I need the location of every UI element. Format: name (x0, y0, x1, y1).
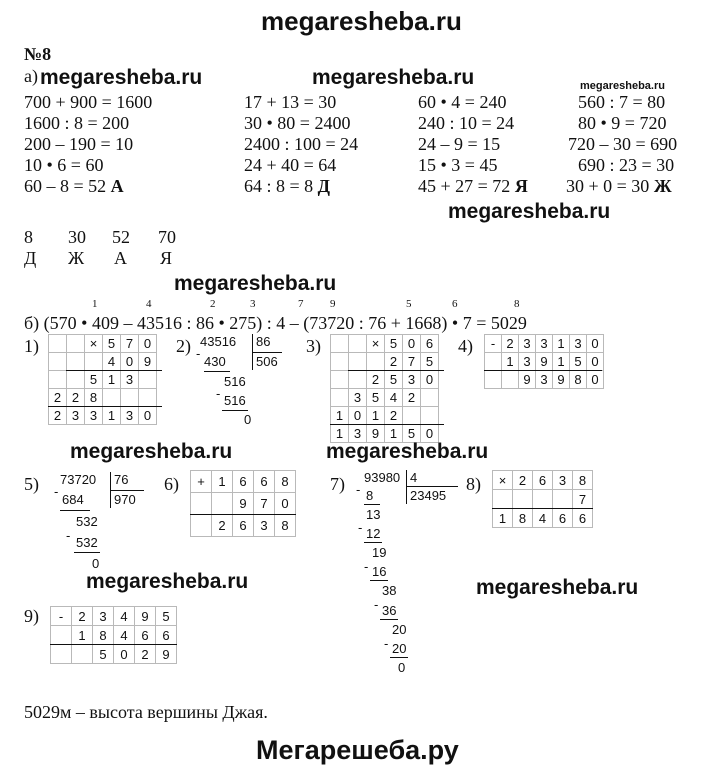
grid-cell (553, 490, 573, 509)
grid-cell: 8 (513, 509, 533, 528)
minus-sign: - (196, 346, 201, 361)
grid-cell: 3 (536, 371, 553, 389)
watermark: megaresheba.ru (70, 440, 233, 463)
grid-cell: 0 (139, 335, 157, 353)
grid-cell (485, 353, 502, 371)
equation-column-2: 17 + 13 = 30 30 • 80 = 2400 2400 : 100 = 24 24 + 40 = 64 64 : 8 = 8 Д (244, 92, 359, 196)
grid-cell (212, 493, 233, 515)
grid-cell (85, 353, 103, 371)
grid-cell: 8 (573, 471, 593, 490)
grid-cell: 6 (254, 471, 275, 493)
watermark: megaresheba.ru (448, 200, 611, 223)
division-line: 0 (92, 556, 100, 571)
grid-cell: 4 (114, 626, 135, 645)
grid-cell: 0 (275, 493, 296, 515)
underline (364, 542, 382, 543)
step-label: 8) (466, 474, 481, 494)
grid-cell (49, 335, 67, 353)
grid-cell (67, 371, 85, 389)
grid-cell: 8 (85, 389, 103, 407)
order-mark: 6 (452, 298, 458, 310)
grid-cell: 1 (502, 353, 519, 371)
grid-cell: 3 (121, 407, 139, 425)
step-label: 3) (306, 336, 321, 356)
grid-cell (331, 371, 349, 389)
grid-cell: 9 (135, 607, 156, 626)
grid-cell (49, 353, 67, 371)
grid-cell: 0 (421, 425, 439, 443)
grid-cell: 2 (72, 607, 93, 626)
key-number: 52 (112, 227, 130, 247)
grid-cell: 4 (533, 509, 553, 528)
grid-cell: 2 (67, 389, 85, 407)
grid-cell: 3 (349, 389, 367, 407)
grid-cell (331, 389, 349, 407)
grid-cell: - (51, 607, 72, 626)
equation-column-3: 60 • 4 = 240 240 : 10 = 24 24 – 9 = 15 15 • 3 = 45 45 + 27 = 72 Я (418, 92, 528, 196)
grid-cell: 2 (49, 407, 67, 425)
grid-cell: 5 (85, 371, 103, 389)
grid-cell: 1 (103, 371, 121, 389)
step-4-subtraction-grid (484, 334, 604, 389)
division-bar (252, 352, 282, 353)
conclusion: 5029м – высота вершины Джая. (24, 702, 268, 722)
grid-cell: 2 (403, 389, 421, 407)
minus-sign: - (358, 520, 363, 535)
step-9-subtraction-grid (50, 606, 177, 664)
grid-cell: 6 (553, 509, 573, 528)
grid-cell: 1 (553, 353, 570, 371)
grid-cell: 1 (212, 471, 233, 493)
grid-cell: 1 (331, 425, 349, 443)
underline (74, 552, 100, 553)
grid-cell: 0 (587, 353, 604, 371)
order-mark: 5 (406, 298, 412, 310)
division-line: 36 (382, 603, 397, 618)
grid-cell: 0 (587, 335, 604, 353)
part-a-label: а) (24, 66, 38, 86)
grid-cell (533, 490, 553, 509)
order-mark: 3 (250, 298, 256, 310)
grid-cell: 8 (275, 515, 296, 537)
grid-cell: 0 (421, 371, 439, 389)
grid-cell: 3 (67, 407, 85, 425)
minus-sign: - (374, 597, 379, 612)
grid-cell: 1 (493, 509, 513, 528)
key-number: 70 (158, 227, 176, 247)
grid-cell (191, 515, 212, 537)
letter-zh: Ж (653, 176, 672, 196)
grid-cell: 5 (385, 371, 403, 389)
underline (390, 657, 408, 658)
grid-cell: 5 (367, 389, 385, 407)
grid-cell: 9 (156, 645, 177, 664)
letter-a: А (110, 176, 124, 196)
grid-cell: 1 (103, 407, 121, 425)
grid-cell (502, 371, 519, 389)
grid-cell: 8 (93, 626, 114, 645)
underline (330, 424, 444, 425)
grid-cell: 3 (553, 471, 573, 490)
grid-cell: 9 (553, 371, 570, 389)
division-line: 19 (372, 545, 387, 560)
grid-cell: 1 (385, 425, 403, 443)
grid-cell: 0 (403, 335, 421, 353)
step-5-division: 73720 (60, 472, 97, 487)
underline (348, 370, 444, 371)
grid-cell: 9 (367, 425, 385, 443)
step-label: 4) (458, 336, 473, 356)
grid-cell (191, 493, 212, 515)
division-line: 16 (372, 564, 387, 579)
watermark: megaresheba.ru (326, 440, 489, 463)
grid-cell (139, 389, 157, 407)
grid-cell: 0 (349, 407, 367, 425)
footer-title: Мегарешеба.ру (256, 735, 459, 765)
grid-cell (67, 335, 85, 353)
minus-sign: - (54, 484, 59, 499)
grid-cell (49, 371, 67, 389)
grid-cell: 8 (275, 471, 296, 493)
grid-cell: 5 (103, 335, 121, 353)
watermark-small: megaresheba.ru (580, 80, 665, 92)
key-letter: Д (24, 248, 37, 268)
key-letter: А (114, 248, 127, 268)
letter-ya: Я (514, 176, 528, 196)
grid-cell (513, 490, 533, 509)
grid-cell (421, 389, 439, 407)
order-mark: 1 (92, 298, 98, 310)
grid-cell: 4 (114, 607, 135, 626)
step-label: 6) (164, 474, 179, 494)
task-number: №8 (24, 44, 52, 64)
step-label: 5) (24, 474, 39, 494)
minus-sign: - (66, 528, 71, 543)
step-label: 1) (24, 336, 39, 356)
step-3-multiplication-grid (330, 334, 439, 443)
division-line: 12 (366, 526, 381, 541)
grid-cell: 7 (121, 335, 139, 353)
division-line: 0 (398, 660, 406, 675)
key-number: 8 (24, 227, 33, 247)
division-line: 20 (392, 641, 407, 656)
grid-cell: 6 (156, 626, 177, 645)
grid-cell: 8 (570, 371, 587, 389)
watermark: megaresheba.ru (312, 66, 475, 89)
order-mark: 7 (298, 298, 304, 310)
grid-cell (51, 626, 72, 645)
grid-cell: 3 (85, 407, 103, 425)
grid-cell (331, 353, 349, 371)
grid-cell: 6 (233, 515, 254, 537)
divisor: 4 (410, 470, 418, 485)
quotient: 506 (256, 354, 278, 369)
key-number: 30 (68, 227, 86, 247)
grid-cell: 6 (573, 509, 593, 528)
underline (50, 644, 177, 645)
division-line: 8 (366, 488, 374, 503)
key-letter: Я (160, 248, 173, 268)
grid-cell: 0 (114, 645, 135, 664)
step-label: 2) (176, 336, 191, 356)
division-line: 430 (204, 354, 226, 369)
grid-cell: 5 (93, 645, 114, 664)
step-7-division: 93980 (364, 470, 401, 485)
watermark: megaresheba.ru (476, 576, 639, 599)
grid-cell: 9 (519, 371, 536, 389)
grid-cell (139, 371, 157, 389)
grid-cell (349, 371, 367, 389)
division-line: 516 (224, 393, 246, 408)
quotient: 23495 (410, 488, 447, 503)
site-title: megaresheba.ru (261, 6, 462, 36)
step-8-multiplication-grid (492, 470, 593, 528)
division-line: 532 (76, 535, 98, 550)
equation-column-4: 560 : 7 = 80 80 • 9 = 720 720 – 30 = 690 690 : 23 = 30 30 + 0 = 30 Ж (566, 92, 678, 196)
grid-cell (51, 645, 72, 664)
order-mark: 8 (514, 298, 520, 310)
grid-cell: 2 (367, 371, 385, 389)
equation-column-1: 700 + 900 = 1600 1600 : 8 = 200 200 – 190 = 10 10 • 6 = 60 60 – 8 = 52 А (24, 92, 153, 196)
grid-cell: 2 (49, 389, 67, 407)
step-2-division: 43516 (200, 334, 237, 349)
underline (484, 370, 602, 371)
grid-cell: 9 (139, 353, 157, 371)
grid-cell: 5 (570, 353, 587, 371)
grid-cell (421, 407, 439, 425)
step-1-multiplication-grid (48, 334, 157, 425)
minus-sign: - (356, 482, 361, 497)
grid-cell: 2 (385, 353, 403, 371)
divisor: 76 (114, 472, 129, 487)
grid-cell: 1 (367, 407, 385, 425)
grid-cell: 3 (254, 515, 275, 537)
division-line: 13 (366, 507, 381, 522)
underline (364, 504, 380, 505)
grid-cell: 2 (513, 471, 533, 490)
part-b-expression: б) (570 • 409 – 43516 : 86 • 275) : 4 – (73720 : 76 + 1668) • 7 = 5029 (24, 313, 527, 333)
grid-cell: - (485, 335, 502, 353)
watermark: megaresheba.ru (174, 272, 337, 295)
step-label: 9) (24, 606, 39, 626)
grid-cell: 2 (212, 515, 233, 537)
grid-cell: 7 (573, 490, 593, 509)
grid-cell: 2 (135, 645, 156, 664)
order-mark: 2 (210, 298, 216, 310)
grid-cell (331, 335, 349, 353)
grid-cell: 2 (385, 407, 403, 425)
division-line: 684 (62, 492, 84, 507)
grid-cell: 3 (570, 335, 587, 353)
grid-cell: × (367, 335, 385, 353)
grid-cell (493, 490, 513, 509)
grid-cell: × (493, 471, 513, 490)
grid-cell: 0 (587, 371, 604, 389)
minus-sign: - (216, 386, 221, 401)
division-line: 20 (392, 622, 407, 637)
grid-cell (72, 645, 93, 664)
underline (66, 370, 162, 371)
grid-cell (349, 335, 367, 353)
minus-sign: - (364, 559, 369, 574)
grid-cell: × (85, 335, 103, 353)
grid-cell: 6 (533, 471, 553, 490)
grid-cell: 6 (135, 626, 156, 645)
underline (190, 514, 296, 515)
division-line: 0 (244, 412, 252, 427)
minus-sign: - (384, 636, 389, 651)
grid-cell (403, 407, 421, 425)
grid-cell: 5 (403, 425, 421, 443)
division-bar (406, 470, 407, 504)
grid-cell: 5 (421, 353, 439, 371)
grid-cell (121, 389, 139, 407)
division-bar (110, 490, 144, 491)
grid-cell: 9 (233, 493, 254, 515)
underline (380, 619, 398, 620)
grid-cell: 0 (139, 407, 157, 425)
grid-cell (367, 353, 385, 371)
grid-cell: 6 (233, 471, 254, 493)
grid-cell: 4 (385, 389, 403, 407)
grid-cell (485, 371, 502, 389)
grid-cell: 1 (553, 335, 570, 353)
grid-cell: 3 (121, 371, 139, 389)
grid-cell: 0 (121, 353, 139, 371)
step-label: 7) (330, 474, 345, 494)
watermark: megaresheba.ru (40, 66, 203, 89)
grid-cell: 5 (385, 335, 403, 353)
key-letter: Ж (68, 248, 85, 268)
watermark: megaresheba.ru (86, 570, 249, 593)
order-mark: 9 (330, 298, 336, 310)
grid-cell: + (191, 471, 212, 493)
divisor: 86 (256, 334, 271, 349)
quotient: 970 (114, 492, 136, 507)
step-6-addition-grid (190, 470, 296, 537)
underline (204, 371, 230, 372)
grid-cell: 3 (349, 425, 367, 443)
division-bar (406, 486, 458, 487)
letter-d: Д (317, 176, 331, 196)
grid-cell: 3 (519, 335, 536, 353)
grid-cell: 2 (502, 335, 519, 353)
grid-cell: 3 (536, 335, 553, 353)
underline (48, 406, 162, 407)
grid-cell (67, 353, 85, 371)
grid-cell: 9 (536, 353, 553, 371)
grid-cell: 7 (254, 493, 275, 515)
grid-cell: 5 (156, 607, 177, 626)
grid-cell: 3 (519, 353, 536, 371)
underline (492, 508, 593, 509)
order-mark: 4 (146, 298, 152, 310)
division-line: 516 (224, 374, 246, 389)
underline (60, 510, 90, 511)
grid-cell: 4 (103, 353, 121, 371)
grid-cell: 1 (331, 407, 349, 425)
division-line: 532 (76, 514, 98, 529)
grid-cell (349, 353, 367, 371)
underline (222, 410, 248, 411)
underline (370, 580, 388, 581)
grid-cell: 1 (72, 626, 93, 645)
grid-cell: 6 (421, 335, 439, 353)
grid-cell: 3 (93, 607, 114, 626)
grid-cell: 7 (403, 353, 421, 371)
grid-cell: 3 (403, 371, 421, 389)
grid-cell (103, 389, 121, 407)
division-line: 38 (382, 583, 397, 598)
